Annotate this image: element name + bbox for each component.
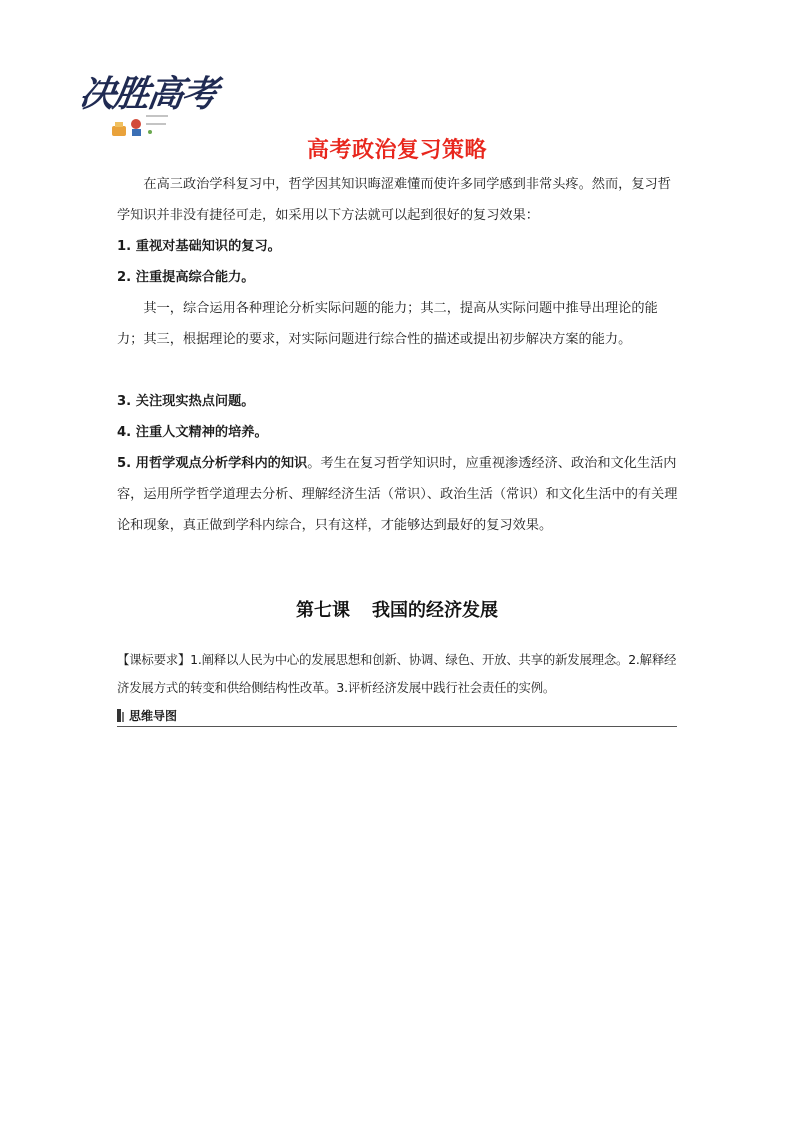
mindmap-header [117, 706, 677, 727]
brand-logo [76, 66, 220, 142]
item5-heading: 5. 用哲学观点分析学科内的知识 [117, 456, 308, 471]
section-bar-accent-icon [122, 712, 124, 722]
requirement-text: 1.阐释以人民为中心的发展思想和创新、协调、绿色、开放、共享的新发展理念。2.解释经济发展方式的转变和供给侧结构性改革。3.评析经济发展中践行社会责任的实例。 [117, 652, 677, 695]
lesson-number: 第七课 [296, 600, 350, 621]
list-item: 2. 注重提高综合能力。 [117, 270, 255, 285]
section-title [0, 596, 794, 622]
item5-body: 。考生在复习哲学知识时，应重视渗透经济、政治和文化生活内容，运用所学哲学道理去分析、理解经济生活（常识）、政治生活（常识）和文化生活中的有关理论和现象，真正做到学科内综合，只有这样，才能够达到最好的复习效果。 [117, 456, 678, 533]
section-bar-icon [117, 709, 121, 722]
intro-paragraph: 在高三政治学科复习中，哲学因其知识晦涩难懂而使许多同学感到非常头疼。然而，复习哲学知识并非没有捷径可走，如采用以下方法就可以起到很好的复习效果： [117, 177, 671, 223]
item5-paragraph [117, 448, 679, 541]
lesson-name: 我国的经济发展 [372, 600, 498, 621]
logo-text: 决胜高考 [76, 73, 219, 115]
page-title: 高考政治复习策略 [306, 138, 487, 163]
requirement-tag: 【课标要求】 [117, 652, 191, 667]
list-item: 4. 注重人文精神的培养。 [117, 425, 268, 440]
item2-detail-paragraph: 其一，综合运用各种理论分析实际问题的能力；其二，提高从实际问题中推导出理论的能力；其三，根据理论的要求，对实际问题进行综合性的描述或提出初步解决方案的能力。 [117, 301, 658, 347]
list-item: 1. 重视对基础知识的复习。 [117, 239, 281, 254]
curriculum-requirement [117, 646, 682, 702]
list-item: 3. 关注现实热点问题。 [117, 394, 255, 409]
mindmap-label: 思维导图 [129, 709, 178, 723]
